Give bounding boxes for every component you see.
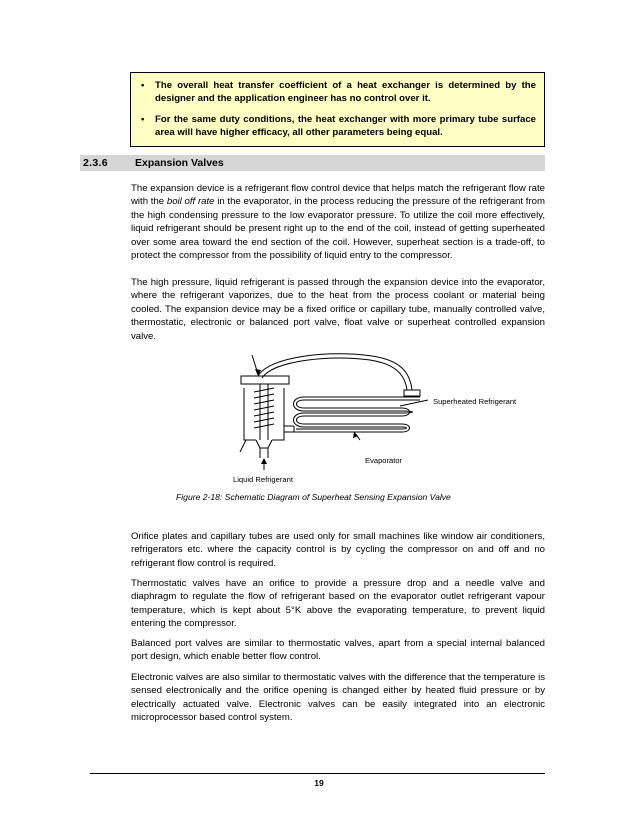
paragraph-thermostatic-valves: Thermostatic valves have an orifice to provide a pressure drop and a needle valve and diaphragm to regulate the flow of refrigerant based on the evaporator outlet refrigerant vapour temperature, which is kept about 5°K above the evaporating temperature, to prevent liquid entering the compressor.	[131, 578, 545, 630]
valve-seat	[256, 440, 272, 448]
page-number: 19	[314, 778, 324, 788]
boil-off-rate-term: boil off rate	[166, 196, 215, 208]
bullet-icon: •	[141, 80, 145, 91]
spring	[254, 388, 274, 428]
capillary-tube-inner	[262, 358, 407, 390]
paragraph-high-pressure: The high pressure, liquid refrigerant is passed through the expansion device into the evaporator, where the refrigerant vaporizes, due to the heat from the process coolant or material being cooled. The expansion device may be a fixed orifice or capillary tube, manually controlled valve, thermostatic, electronic or balanced port valve, float valve or superheat controlled expansion valve.	[131, 277, 545, 342]
section-title: Expansion Valves	[135, 157, 224, 169]
paragraph-electronic-valves: Electronic valves are also similar to thermostatic valves with the difference that the temperature is sensed electronically and the orifice opening is changed either by heated fluid pressure or by electrically actuated valve. Electronic valves can be easily integrated into an electronic microprocessor based control system.	[131, 672, 545, 724]
paragraph-balanced-port: Balanced port valves are similar to thermostatic valves, apart from a special internal balanced port design, which enable better flow control.	[131, 638, 545, 663]
paragraph-1-start: The expansion device is a refrigerant flow control device that helps match the refrigerant flow rate with the	[131, 183, 545, 208]
bullet-icon: •	[141, 114, 145, 125]
diaphragm-housing	[241, 376, 289, 384]
arrow-line	[400, 400, 428, 406]
note-bullet-text-2: For the same duty conditions, the heat exchanger with more primary tube surface area will have higher efficacy, all other parameters being equal.	[155, 114, 536, 138]
footer-divider	[90, 773, 545, 774]
paragraph-1-end: in the evaporator, in the process reducing the pressure of the refrigerant from the high condensing pressure to the low evaporator pressure. To utilize the coil more effectively, liquid refrigerant should be present right up to the end of the coil, instead of getting superheated over some area toward the end section of the coil. However, superheat section is a trade-off, to protect the compressor from the possibility of liquid entry to the compressor.	[131, 196, 545, 262]
section-number: 2.3.6	[83, 157, 108, 169]
paragraph-orifice-plates: Orifice plates and capillary tubes are used only for small machines like window air conditioners, refrigerators etc. where the capacity control is by cycling the compressor on and off and no refrigerant flow control is required.	[131, 531, 545, 569]
label-liquid-refrigerant: Liquid Refrigerant	[233, 475, 293, 484]
label-evaporator: Evaporator	[365, 456, 403, 465]
figure-caption: Figure 2-18: Schematic Diagram of Superheat Sensing Expansion Valve	[176, 492, 451, 502]
sensing-bulb	[404, 390, 420, 396]
arrow-line	[240, 440, 246, 452]
label-superheated-refrigerant: Superheated Refrigerant	[433, 397, 517, 406]
note-bullet-text-1: The overall heat transfer coefficient of a heat exchanger is determined by the designer and the application engineer has no control over it.	[155, 80, 536, 104]
capillary-tube	[258, 354, 412, 390]
arrowhead	[261, 458, 267, 464]
